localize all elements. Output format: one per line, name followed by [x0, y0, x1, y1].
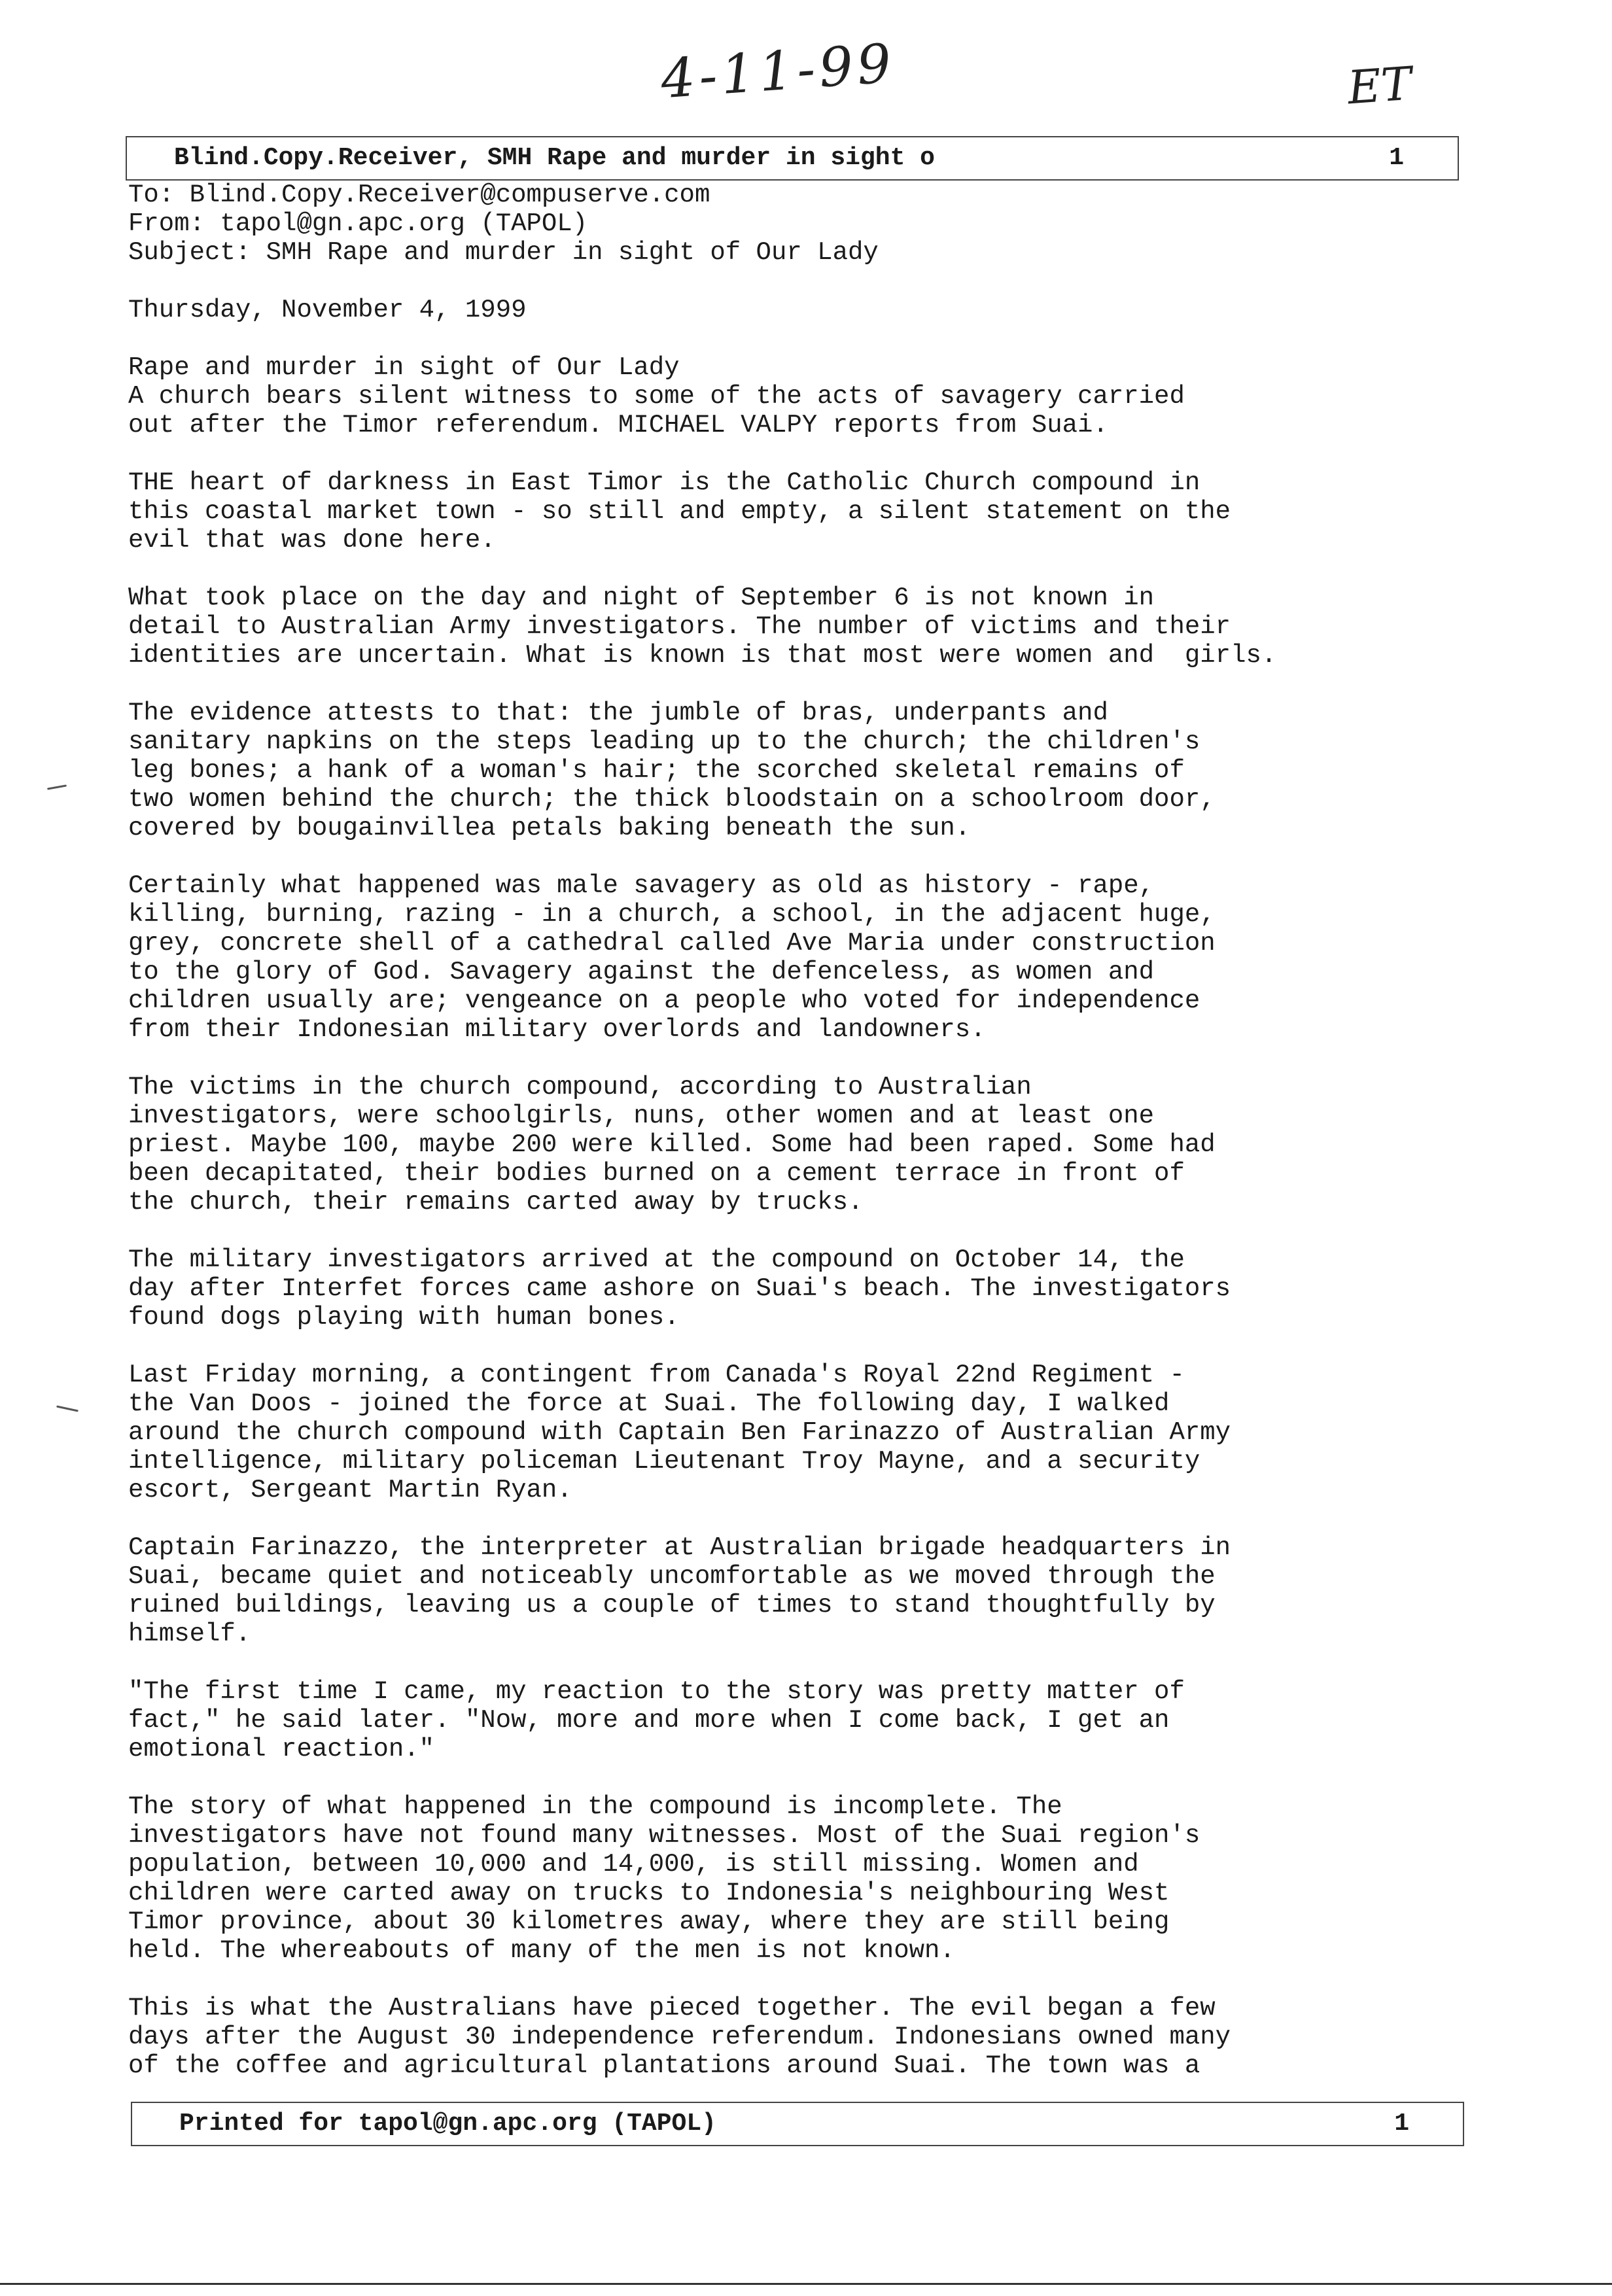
document-line: Certainly what happened was male savagery as old as history - rape,	[128, 871, 1155, 900]
blank-line	[128, 1965, 1476, 1994]
blank-line	[128, 440, 1476, 468]
document-line: covered by bougainvillea petals baking beneath the sun.	[128, 814, 971, 843]
document-line: Timor province, about 30 kilometres away, where they are still being	[128, 1907, 1170, 1936]
header-bar-title: Blind.Copy.Receiver, SMH Rape and murder in sight o	[174, 144, 935, 172]
blank-line	[128, 670, 1476, 699]
document-line: around the church compound with Captain Ben Farinazzo of Australian Army	[128, 1418, 1231, 1447]
blank-line	[128, 1217, 1476, 1245]
blank-line	[128, 1044, 1476, 1073]
header-bar	[126, 136, 1459, 181]
header-page-number: 1	[1389, 144, 1404, 172]
document-line: the church, their remains carted away by trucks.	[128, 1188, 864, 1217]
document-line: been decapitated, their bodies burned on a cement terrace in front of	[128, 1159, 1185, 1188]
document-line: population, between 10,000 and 14,000, is still missing. Women and	[128, 1850, 1139, 1879]
margin-mark	[56, 1405, 79, 1412]
blank-line	[128, 1764, 1476, 1792]
document-line: fact," he said later. "Now, more and more when I come back, I get an	[128, 1706, 1170, 1735]
document-line: escort, Sergeant Martin Ryan.	[128, 1476, 572, 1505]
blank-line	[128, 324, 1476, 353]
document-line: himself.	[128, 1620, 251, 1648]
document-line: sanitary napkins on the steps leading up to the church; the children's	[128, 727, 1200, 756]
document-line: ruined buildings, leaving us a couple of times to stand thoughtfully by	[128, 1591, 1216, 1620]
document-line: What took place on the day and night of September 6 is not known in	[128, 583, 1155, 612]
blank-line	[128, 1648, 1476, 1677]
document-line: two women behind the church; the thick bloodstain on a schoolroom door,	[128, 785, 1216, 814]
document-line: of the coffee and agricultural plantations around Suai. The town was a	[128, 2051, 1200, 2080]
document-line: found dogs playing with human bones.	[128, 1303, 680, 1332]
document-line: identities are uncertain. What is known is that most were women and girls.	[128, 641, 1277, 670]
document-line: leg bones; a hank of a woman's hair; the scorched skeletal remains of	[128, 756, 1185, 785]
document-line: investigators have not found many witnesses. Most of the Suai region's	[128, 1821, 1200, 1850]
handwritten-initials: ET	[1346, 56, 1414, 115]
document-line: this coastal market town - so still and empty, a silent statement on the	[128, 497, 1231, 526]
margin-mark	[47, 784, 67, 790]
document-line: days after the August 30 independence referendum. Indonesians owned many	[128, 2023, 1231, 2051]
document-line: A church bears silent witness to some of the acts of savagery carried	[128, 382, 1185, 411]
document-line: children usually are; vengeance on a people who voted for independence	[128, 986, 1200, 1015]
blank-line	[128, 1332, 1476, 1361]
document-line: killing, burning, razing - in a church, a school, in the adjacent huge,	[128, 900, 1216, 929]
document-line: THE heart of darkness in East Timor is the Catholic Church compound in	[128, 468, 1200, 497]
document-line: Captain Farinazzo, the interpreter at Australian brigade headquarters in	[128, 1533, 1231, 1562]
blank-line	[128, 555, 1476, 583]
document-line: investigators, were schoolgirls, nuns, other women and at least one	[128, 1102, 1155, 1130]
handwritten-date: 4-11-99	[659, 32, 898, 111]
blank-line	[128, 843, 1476, 871]
document-line: Last Friday morning, a contingent from Canada's Royal 22nd Regiment -	[128, 1361, 1185, 1389]
document-line: The military investigators arrived at the compound on October 14, the	[128, 1245, 1185, 1274]
blank-line	[128, 267, 1476, 296]
document-line: This is what the Australians have pieced together. The evil began a few	[128, 1994, 1216, 2023]
document-line: "The first time I came, my reaction to the story was pretty matter of	[128, 1677, 1185, 1706]
document-line: From: tapol@gn.apc.org (TAPOL)	[128, 209, 588, 238]
document-line: detail to Australian Army investigators. The number of victims and their	[128, 612, 1231, 641]
document-line: intelligence, military policeman Lieutenant Troy Mayne, and a security	[128, 1447, 1200, 1476]
footer-bar	[131, 2102, 1464, 2146]
document-line: to the glory of God. Savagery against the defenceless, as women and	[128, 958, 1155, 986]
document-line: priest. Maybe 100, maybe 200 were killed. Some had been raped. Some had	[128, 1130, 1216, 1159]
document-line: children were carted away on trucks to Indonesia's neighbouring West	[128, 1879, 1170, 1907]
document-line: Rape and murder in sight of Our Lady	[128, 353, 680, 382]
blank-line	[128, 1505, 1476, 1533]
document-line: The victims in the church compound, according to Australian	[128, 1073, 1032, 1102]
document-line: Thursday, November 4, 1999	[128, 296, 527, 324]
document-line: day after Interfet forces came ashore on Suai's beach. The investigators	[128, 1274, 1231, 1303]
document-line: the Van Doos - joined the force at Suai. The following day, I walked	[128, 1389, 1170, 1418]
document-line: The story of what happened in the compound is incomplete. The	[128, 1792, 1062, 1821]
document-line: The evidence attests to that: the jumble of bras, underpants and	[128, 699, 1108, 727]
document-line: from their Indonesian military overlords and landowners.	[128, 1015, 986, 1044]
footer-printed-for: Printed for tapol@gn.apc.org (TAPOL)	[179, 2110, 716, 2138]
document-line: To: Blind.Copy.Receiver@compuserve.com	[128, 181, 710, 209]
document-line: Suai, became quiet and noticeably uncomfortable as we moved through the	[128, 1562, 1216, 1591]
document-body	[128, 181, 1476, 2080]
footer-page-number: 1	[1394, 2110, 1409, 2138]
document-line: held. The whereabouts of many of the men is not known.	[128, 1936, 955, 1965]
document-line: emotional reaction."	[128, 1735, 435, 1764]
document-line: Subject: SMH Rape and murder in sight of Our Lady	[128, 238, 879, 267]
bottom-rule	[0, 2283, 1612, 2285]
document-line: out after the Timor referendum. MICHAEL VALPY reports from Suai.	[128, 411, 1108, 440]
document-line: evil that was done here.	[128, 526, 496, 555]
document-line: grey, concrete shell of a cathedral called Ave Maria under construction	[128, 929, 1216, 958]
